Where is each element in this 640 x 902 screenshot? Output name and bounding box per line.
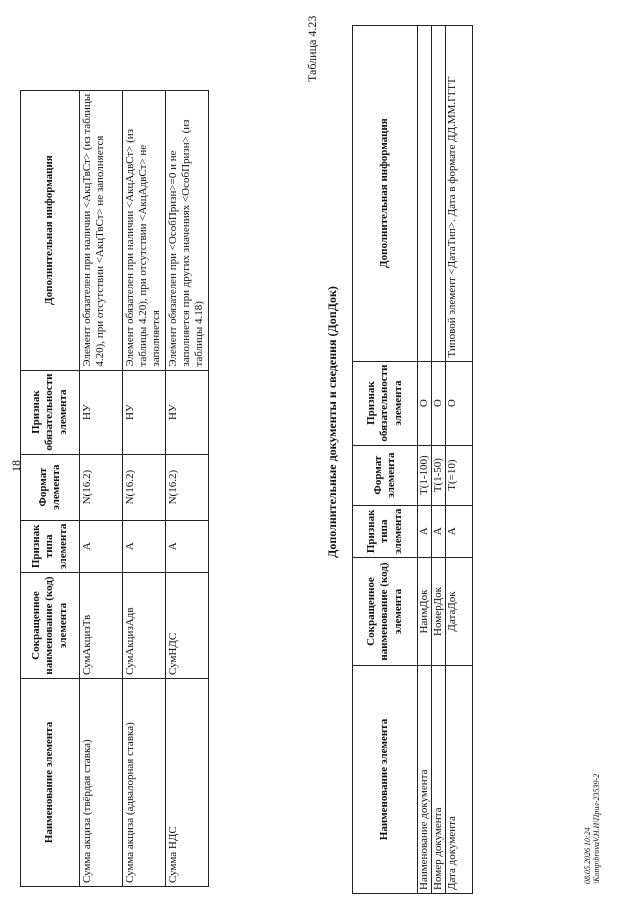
cell (432, 25, 446, 361)
additional-documents-table (352, 25, 473, 894)
cell: Дата документа (446, 666, 473, 894)
cell: О (432, 361, 446, 445)
header-cell: Дополнительная информация (21, 90, 80, 370)
stamp-date: 08.05.2026 10:24 (583, 827, 592, 884)
cell: НУ (80, 370, 123, 454)
cell: T(=10) (446, 445, 473, 505)
cell: А (123, 520, 166, 572)
cell: А (446, 505, 473, 557)
header-cell: Признак обязательности элемента (21, 370, 80, 454)
stamp-path: \Komp\brovaV.H.И\Прил-23539-2 (592, 773, 602, 884)
table-row (418, 25, 432, 893)
table-row (446, 25, 473, 893)
header-cell: Признак типа элемента (21, 520, 80, 572)
header-cell: Формат элемента (353, 445, 418, 505)
header-cell: Сокращенное наименование (код) элемента (353, 558, 418, 666)
cell: А (432, 505, 446, 557)
header-cell: Сокращенное наименование (код) элемента (21, 573, 80, 679)
table-row (80, 90, 123, 886)
cell: НомерДок (432, 558, 446, 666)
cell: ДатаДок (446, 558, 473, 666)
cell: А (80, 520, 123, 572)
cell: А (418, 505, 432, 557)
cell (418, 25, 432, 361)
cell: О (418, 361, 432, 445)
cell: Сумма акциза (твёрдая ставка) (80, 679, 123, 887)
cell: Типовой элемент <ДатаТип>. Дата в формате ДД.ММ.ГГГГ (446, 25, 473, 361)
header-cell: Формат элемента (21, 454, 80, 520)
header-cell: Наименование элемента (353, 666, 418, 894)
cell: Сумма НДС (166, 679, 209, 887)
header-cell: Дополнительная информация (353, 25, 418, 361)
table-row (123, 90, 166, 886)
cell: T(1-100) (418, 445, 432, 505)
cell: Элемент обязателен при наличии <АкцТвСт> (из таблицы 4.20), при отсутствии <АкцТвСт> не заполняется (80, 90, 123, 370)
cell: T(1-50) (432, 445, 446, 505)
cell: СумАкцизАдв (123, 573, 166, 679)
cell: НаимДок (418, 558, 432, 666)
elements-table (20, 90, 209, 887)
cell: Наименование документа (418, 666, 432, 894)
cell: НУ (166, 370, 209, 454)
cell: N(16.2) (80, 454, 123, 520)
table-row (166, 90, 209, 886)
cell: СумНДС (166, 573, 209, 679)
table-row (432, 25, 446, 893)
cell: НУ (123, 370, 166, 454)
table-label: Таблица 4.23 (305, 15, 319, 82)
cell: N(16.2) (166, 454, 209, 520)
cell: Номер документа (432, 666, 446, 894)
cell: Сумма акциза (адвалорная ставка) (123, 679, 166, 887)
cell: О (446, 361, 473, 445)
cell: СумАкцизТв (80, 573, 123, 679)
cell: А (166, 520, 209, 572)
table-header-row (21, 90, 80, 886)
header-cell: Признак типа элемента (353, 505, 418, 557)
table-header-row (353, 25, 418, 893)
header-cell: Наименование элемента (21, 679, 80, 887)
header-cell: Признак обязательности элемента (353, 361, 418, 445)
print-stamp (583, 774, 601, 884)
page-number: 18 (9, 460, 23, 472)
table-title: Дополнительные документы и сведения (ДопДок) (325, 286, 339, 558)
cell: Элемент обязателен при наличии <АкцАдвСт> (из таблицы 4.20), при отсутствии <АкцАдвСт> не заполняется (123, 90, 166, 370)
cell: N(16.2) (123, 454, 166, 520)
cell: Элемент обязателен при <ОсобПризн>=0 и не заполняется при других значениях <ОсобПризн> (из таблицы 4.18) (166, 90, 209, 370)
